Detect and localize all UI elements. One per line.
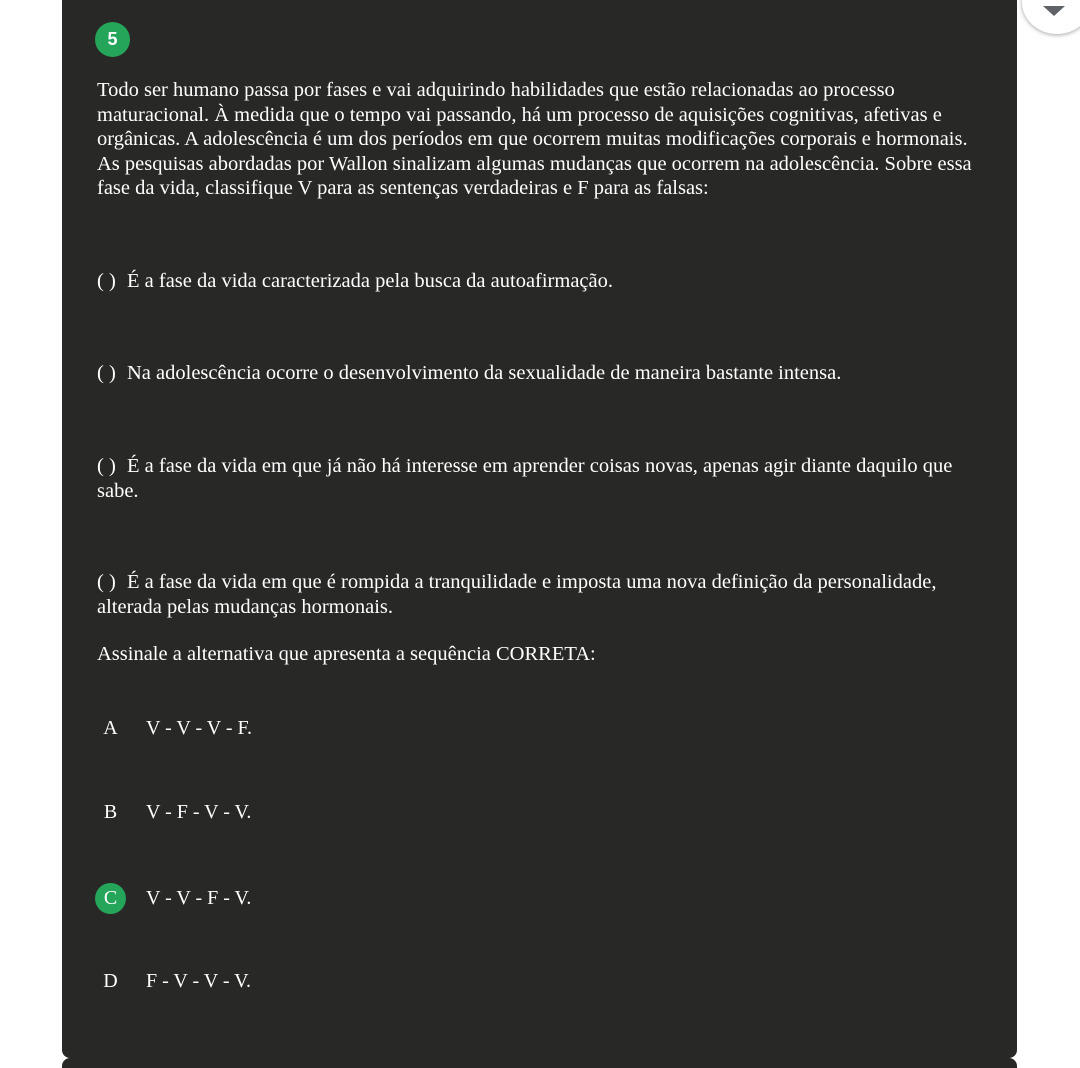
alternative-text: V - F - V - V. — [146, 800, 252, 823]
alternative-d[interactable] — [95, 966, 251, 996]
next-card-edge — [62, 1058, 1017, 1068]
statement-4 — [97, 570, 989, 619]
chevron-down-icon[interactable] — [1043, 6, 1065, 16]
alternative-letter: A — [103, 716, 118, 739]
question-prompt: Todo ser humano passa por fases e vai adquirindo habilidades que estão relacionadas ao processo maturacional. À medida que o tempo vai passando, há um processo de aquisições cognitivas, afetivas e orgânicas. A adolescência é um dos períodos em que ocorrem muitas modificações corporais e hormonais. As pesquisas abordadas por Wallon sinalizam algumas mudanças que ocorrem na adolescência. Sobre essa fase da vida, classifique V para as sentenças verdadeiras e F para as falsas: — [97, 79, 972, 199]
question-number-badge: 5 — [95, 22, 130, 57]
alternative-letter: B — [103, 800, 118, 823]
alternative-c[interactable] — [95, 883, 251, 913]
question-instruction: Assinale a alternativa que apresenta a sequência CORRETA: — [97, 643, 596, 665]
alternative-text: V - V - F - V. — [146, 886, 252, 909]
statement-text: É a fase da vida em que é rompida a tranquilidade e imposta uma nova definição da personalidade, alterada pelas mudanças hormonais. — [97, 571, 937, 618]
alternative-text: V - V - V - F. — [146, 716, 253, 739]
statement-3 — [97, 454, 989, 503]
alternative-text: F - V - V - V. — [146, 969, 252, 992]
statement-text: É a fase da vida caracterizada pela busca da autoafirmação. — [127, 270, 614, 292]
statement-marker: ( ) — [97, 571, 116, 593]
alternative-letter-selected: C — [95, 883, 126, 914]
alternative-a[interactable] — [95, 713, 252, 743]
statement-text: Na adolescência ocorre o desenvolvimento da sexualidade de maneira bastante intensa. — [127, 362, 842, 384]
statement-2 — [97, 361, 989, 386]
statement-text: É a fase da vida em que já não há interesse em aprender coisas novas, apenas agir diante daquilo que sabe. — [97, 455, 953, 502]
statement-1 — [97, 269, 989, 294]
alternative-letter: D — [103, 969, 118, 992]
statement-marker: ( ) — [97, 270, 116, 292]
statement-marker: ( ) — [97, 362, 116, 384]
alternative-b[interactable] — [95, 797, 251, 827]
statement-marker: ( ) — [97, 455, 116, 477]
